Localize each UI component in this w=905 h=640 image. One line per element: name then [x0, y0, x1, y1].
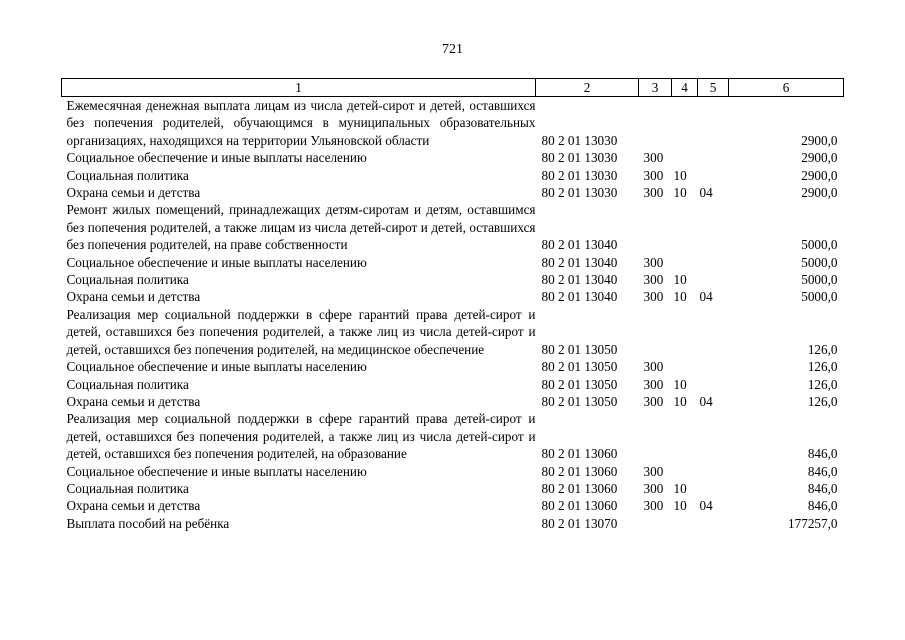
- row-amount: 2900,0: [801, 132, 838, 148]
- row-name: Ремонт жилых помещений, принадлежащих детям-сиротам и детям, оставшимся без попечения родителей, а также лицам из числа детей-сирот и детей, оставшихся без попечения родителей, на праве собственности: [66, 202, 536, 253]
- row-col-4: 10: [673, 376, 687, 392]
- row-code: 80 2 01 13030: [541, 185, 618, 201]
- table-row: [62, 149, 844, 166]
- table-row: [62, 393, 844, 410]
- row-name: Социальное обеспечение и иные выплаты населению: [66, 150, 367, 166]
- row-col-5: [698, 201, 729, 253]
- row-name: Охрана семьи и детства: [66, 185, 201, 201]
- row-amount: 846,0: [807, 498, 838, 514]
- row-col-5: [698, 271, 729, 288]
- row-col-3: 300: [643, 185, 664, 201]
- row-col-5: [698, 463, 729, 480]
- table-row: [62, 497, 844, 514]
- table-row: [62, 515, 844, 532]
- table-row: [62, 306, 844, 358]
- row-col-4: [672, 358, 698, 375]
- row-name: Социальная политика: [66, 480, 189, 496]
- row-amount: 846,0: [807, 446, 838, 462]
- row-amount: 126,0: [807, 341, 838, 357]
- table-row: [62, 463, 844, 480]
- row-col-5: [698, 306, 729, 358]
- row-name: Реализация мер социальной поддержки в сфере гарантий права детей-сирот и детей, оставшихся без попечения родителей, а также лиц из числа детей-сирот и детей, оставшихся без попечения родителей, на медицинское обеспечение: [66, 306, 536, 357]
- row-amount: 126,0: [807, 376, 838, 392]
- row-col-5: [698, 97, 729, 150]
- row-code: 80 2 01 13060: [541, 463, 618, 479]
- row-amount: 5000,0: [801, 254, 838, 270]
- row-col-3: 300: [643, 376, 664, 392]
- row-col-4: [672, 201, 698, 253]
- row-col-3: 300: [643, 463, 664, 479]
- row-col-3: 300: [643, 359, 664, 375]
- row-col-3: 300: [643, 480, 664, 496]
- row-col-4: 10: [673, 393, 687, 409]
- row-col-5: 04: [699, 393, 713, 409]
- table-row: [62, 97, 844, 150]
- row-col-5: [698, 515, 729, 532]
- row-col-3: [639, 306, 672, 358]
- row-code: 80 2 01 13040: [541, 272, 618, 288]
- row-col-3: [639, 97, 672, 150]
- row-name: Реализация мер социальной поддержки в сфере гарантий права детей-сирот и детей, оставшихся без попечения родителей, а также лиц из числа детей-сирот и детей, оставшихся без попечения родителей, на образование: [66, 411, 536, 462]
- row-amount: 2900,0: [801, 150, 838, 166]
- row-name: Социальное обеспечение и иные выплаты населению: [66, 359, 367, 375]
- row-name: Социальное обеспечение и иные выплаты населению: [66, 463, 367, 479]
- row-amount: 5000,0: [801, 289, 838, 305]
- column-header-6: 6: [729, 79, 844, 97]
- row-amount: 126,0: [807, 393, 838, 409]
- row-code: 80 2 01 13060: [541, 498, 618, 514]
- row-name: Выплата пособий на ребёнка: [66, 515, 230, 531]
- row-col-4: 10: [673, 498, 687, 514]
- row-code: 80 2 01 13070: [541, 515, 618, 531]
- row-amount: 177257,0: [788, 515, 838, 531]
- row-name: Социальная политика: [66, 376, 189, 392]
- row-name: Охрана семьи и детства: [66, 289, 201, 305]
- row-code: 80 2 01 13040: [541, 237, 618, 253]
- row-code: 80 2 01 13030: [541, 150, 618, 166]
- row-col-4: [672, 306, 698, 358]
- column-header-3: 3: [639, 79, 672, 97]
- row-col-4: [672, 149, 698, 166]
- row-amount: 2900,0: [801, 167, 838, 183]
- row-col-4: 10: [673, 167, 687, 183]
- row-code: 80 2 01 13040: [541, 254, 618, 270]
- row-col-3: [639, 515, 672, 532]
- row-col-5: 04: [699, 498, 713, 514]
- row-col-4: 10: [673, 480, 687, 496]
- row-col-5: [698, 149, 729, 166]
- table-row: [62, 201, 844, 253]
- table-row: [62, 358, 844, 375]
- row-amount: 846,0: [807, 463, 838, 479]
- row-code: 80 2 01 13030: [541, 132, 618, 148]
- table-row: [62, 410, 844, 462]
- row-col-5: [698, 358, 729, 375]
- row-col-3: 300: [643, 393, 664, 409]
- table-header-row: [62, 79, 844, 97]
- page-number: 721: [442, 42, 463, 57]
- row-col-5: 04: [699, 185, 713, 201]
- row-amount: 5000,0: [801, 272, 838, 288]
- row-amount: 5000,0: [801, 237, 838, 253]
- row-code: 80 2 01 13050: [541, 393, 618, 409]
- row-col-4: 10: [673, 185, 687, 201]
- row-col-4: [672, 410, 698, 462]
- row-code: 80 2 01 13030: [541, 167, 618, 183]
- table-row: [62, 254, 844, 271]
- row-name: Социальная политика: [66, 167, 189, 183]
- table-row: [62, 271, 844, 288]
- table-row: [62, 184, 844, 201]
- row-code: 80 2 01 13040: [541, 289, 618, 305]
- row-code: 80 2 01 13050: [541, 376, 618, 392]
- budget-table: [61, 78, 844, 532]
- row-col-4: [672, 463, 698, 480]
- row-amount: 846,0: [807, 480, 838, 496]
- row-amount: 2900,0: [801, 185, 838, 201]
- row-amount: 126,0: [807, 359, 838, 375]
- row-name: Охрана семьи и детства: [66, 393, 201, 409]
- row-col-3: 300: [643, 254, 664, 270]
- row-col-5: [698, 167, 729, 184]
- column-header-1: 1: [62, 79, 536, 97]
- column-header-5: 5: [698, 79, 729, 97]
- row-col-5: [698, 376, 729, 393]
- row-col-3: 300: [643, 150, 664, 166]
- row-col-4: [672, 254, 698, 271]
- row-col-5: [698, 254, 729, 271]
- row-code: 80 2 01 13050: [541, 341, 618, 357]
- table-row: [62, 376, 844, 393]
- row-name: Социальная политика: [66, 272, 189, 288]
- row-name: Охрана семьи и детства: [66, 498, 201, 514]
- row-col-4: 10: [673, 272, 687, 288]
- row-col-5: [698, 480, 729, 497]
- table-row: [62, 288, 844, 305]
- row-name: Ежемесячная денежная выплата лицам из числа детей-сирот и детей, оставшихся без попечения родителей, обучающимся в муниципальных образовательных организациях, находящихся на территории Ульяновской области: [66, 98, 536, 148]
- row-col-5: [698, 410, 729, 462]
- row-code: 80 2 01 13060: [541, 480, 618, 496]
- row-col-3: 300: [643, 289, 664, 305]
- column-header-2: 2: [536, 79, 639, 97]
- row-col-5: 04: [699, 289, 713, 305]
- row-col-3: [639, 201, 672, 253]
- row-col-3: 300: [643, 498, 664, 514]
- row-col-4: [672, 515, 698, 532]
- row-code: 80 2 01 13060: [541, 446, 618, 462]
- table-row: [62, 167, 844, 184]
- row-name: Социальное обеспечение и иные выплаты населению: [66, 254, 367, 270]
- table-body: [62, 97, 844, 533]
- row-col-3: 300: [643, 167, 664, 183]
- column-header-4: 4: [672, 79, 698, 97]
- row-col-4: [672, 97, 698, 150]
- row-col-3: [639, 410, 672, 462]
- row-code: 80 2 01 13050: [541, 359, 618, 375]
- table-row: [62, 480, 844, 497]
- row-col-3: 300: [643, 272, 664, 288]
- row-col-4: 10: [673, 289, 687, 305]
